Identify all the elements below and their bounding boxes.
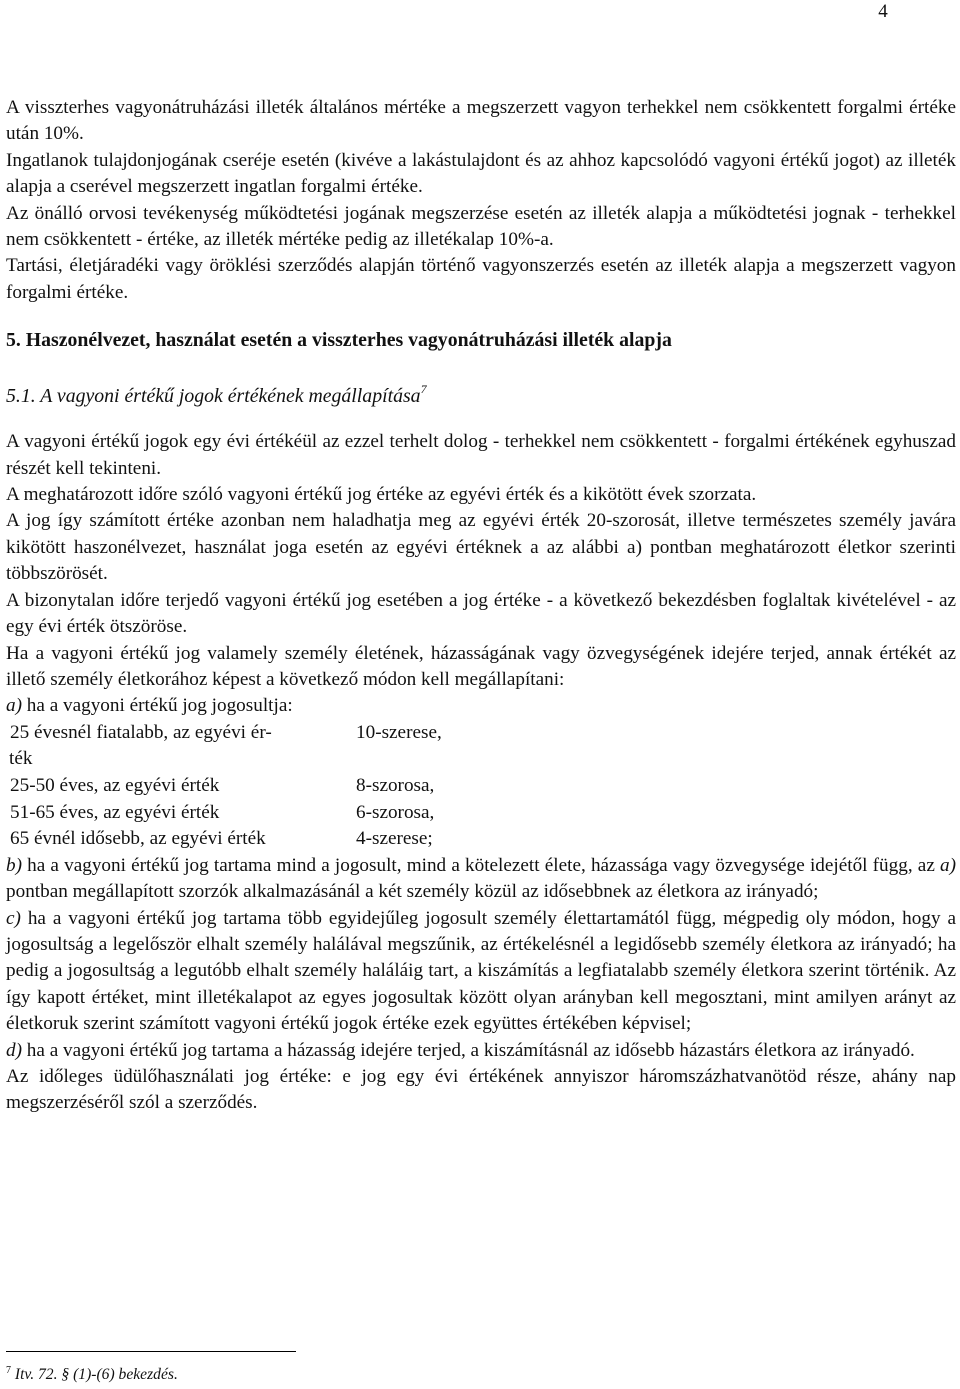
item-a — [6, 693, 956, 719]
multiplier-cell: 10-szerese, — [356, 721, 442, 743]
age-cell-wrap: ték — [9, 748, 33, 770]
section-heading-5: 5. Haszonélvezet, használat esetén a visszterhes vagyonátruházási illeték alapja — [6, 329, 672, 352]
paragraph-timeshare: Az időleges üdülőhasználati jog értéke: e jog egy évi értékének annyiszor háromszázhatvanötöd része, ahány nap megszerzéséről szól a szerződés. — [6, 1065, 956, 1114]
item-b-text: ha a vagyoni értékű jog tartama mind a jogosult, mind a kötelezett élete, házassága vagy özvegysége idejétől függ, az — [21, 854, 941, 876]
table-row — [9, 746, 556, 773]
paragraph-value-cap: A jog így számított értéke azonban nem haladhatja meg az egyévi érték 20-szorosát, illetve természetes személy javára kikötött haszonélvezet, használat joga esetén az egyévi értéknek a az alábbi a) pontban meghatározott életkor szerinti többszörösét. — [6, 510, 956, 585]
section-heading-5-1-text: 5.1. A vagyoni értékű jogok értékének megállapítása — [6, 385, 421, 408]
footnote — [6, 1360, 178, 1386]
item-c-text: ha a vagyoni értékű jog tartama több egyidejűleg jogosult személy élettartamától függ, mégpedig oly módon, hogy a jogosultság a legelőször elhalt személy halálával megszűnik, az értékelésnél a legidősebb személy életkora az irányadó; ha pedig a jogosultság a legutóbb elhalt személy haláláig tart, a kiszámítás a legfiatalabb személy életkora szerint történik. Az így kapott értéket, mint illetékalapot az egyes jogosultak között olyan arányban kell megosztani, mint amilyen arányt az életkoruk szerint számított vagyoni értékű jogok értéke ezek együttes értékében képvisel; — [6, 907, 956, 1035]
item-c-letter: c) — [6, 907, 21, 929]
age-cell: 51-65 éves, az egyévi érték — [10, 801, 220, 823]
item-b-ref: a) — [940, 854, 956, 876]
paragraph-general-rate: A visszterhes vagyonátruházási illeték általános mértéke a megszerzett vagyon terhekkel nem csökkentett forgalmi értéke után 10%. — [6, 97, 956, 145]
item-a-letter: a) — [6, 695, 22, 717]
table-row — [9, 773, 556, 800]
item-d-text: ha a vagyoni értékű jog tartama a házasság idejére terjed, a kiszámításnál az idősebb házastárs életkora az irányadó. — [21, 1039, 915, 1061]
item-d-letter: d) — [6, 1039, 22, 1061]
table-row — [9, 826, 556, 853]
item-b — [6, 853, 956, 906]
footnote-text: Itv. 72. § (1)-(6) bekezdés. — [14, 1366, 178, 1383]
item-d — [6, 1038, 956, 1064]
document-body — [6, 95, 956, 1117]
item-b-letter: b) — [6, 854, 22, 876]
footnote-divider — [6, 1351, 296, 1352]
item-c — [6, 906, 956, 1038]
paragraph-annual-value: A vagyoni értékű jogok egy évi értékéül az ezzel terhelt dolog - terhekkel nem csökkentett - forgalmi értékének egyhuszad részét kell tekinteni. — [6, 431, 956, 479]
item-b-text-after: pontban megállapított szorzók alkalmazásánál a két személy közül az idősebbnek az életkora az irányadó; — [6, 881, 819, 903]
paragraph-fixed-term: A meghatározott időre szóló vagyoni értékű jog értéke az egyévi érték és a kikötött évek szorzata. — [6, 484, 757, 506]
multiplier-cell: 6-szorosa, — [356, 801, 435, 823]
paragraph-lifetime-rights: Ha a vagyoni értékű jog valamely személy életének, házasságának vagy özvegységének idejére terjed, annak értékét az illető személy életkorához képest a következő módon kell megállapítani: — [6, 642, 956, 690]
footnote-number: 7 — [6, 1365, 11, 1376]
paragraph-annuity-contract: Tartási, életjáradéki vagy öröklési szerződés alapján történő vagyonszerzés esetén az illeték alapja a megszerzett vagyon forgalmi értéke. — [6, 255, 956, 303]
paragraph-medical-practice: Az önálló orvosi tevékenység működtetési jogának megszerzése esetén az illeték alapja a működtetési jognak - terhekkel nem csökkentett - értéke, az illeték mértéke pedig az illetékalap 10%-a. — [6, 202, 956, 251]
age-cell: 25-50 éves, az egyévi érték — [10, 774, 220, 796]
multiplier-cell: 4-szerese; — [356, 828, 433, 850]
age-multiplier-table — [9, 720, 556, 853]
footnote-reference: 7 — [420, 382, 427, 397]
age-cell: 25 évesnél fiatalabb, az egyévi ér- — [10, 721, 272, 743]
age-cell: 65 évnél idősebb, az egyévi érték — [10, 828, 266, 850]
page-number: 4 — [878, 1, 888, 22]
multiplier-cell: 8-szorosa, — [356, 774, 435, 796]
table-row — [9, 800, 556, 827]
section-heading-5-1 — [6, 376, 956, 409]
item-a-text: ha a vagyoni értékű jog jogosultja: — [21, 695, 293, 717]
paragraph-indefinite-term: A bizonytalan időre terjedő vagyoni értékű jog esetében a jog értéke - a következő bekezdésben foglaltak kivételével - az egy évi érték ötszöröse. — [6, 589, 956, 638]
table-row — [9, 720, 556, 747]
paragraph-property-exchange: Ingatlanok tulajdonjogának cseréje esetén (kivéve a lakástulajdont és az ahhoz kapcsolódó vagyoni értékű jogot) az illeték alapja a cserével megszerzett ingatlan forgalmi értéke. — [6, 149, 956, 198]
